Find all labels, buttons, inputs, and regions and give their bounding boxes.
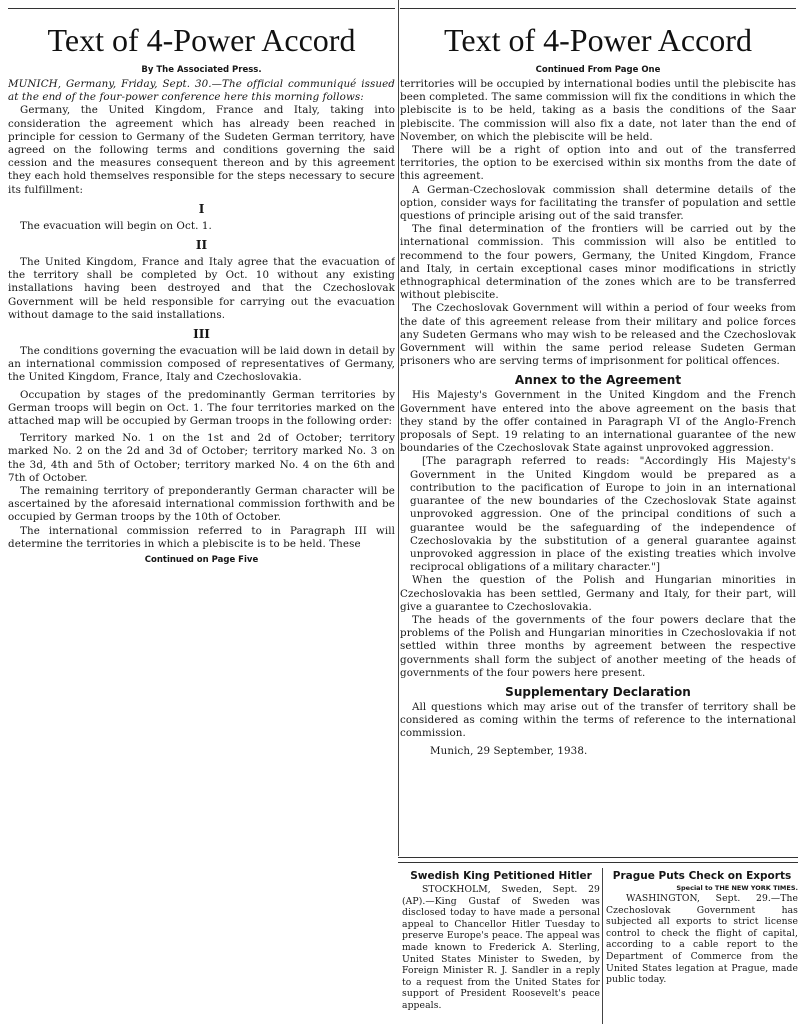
annex-quoted-paragraph: [The paragraph referred to reads: "Accordingly His Majesty's Government in the United Kingdom would be prepared as a contribution to the pacification of Europe to join in an international guarantee of the new boundaries of the Czechoslovak State against unprovoked aggression. One of the principal conditions of such a guarantee would be the safeguarding of the independence of Czechoslovakia by the substitution of a general guarantee against unprovoked aggression in place of the existing treaties which involve reciprocal obligations of a military character."]	[410, 455, 796, 574]
left-article-column	[8, 8, 395, 648]
brief-prague-exports	[606, 868, 798, 1024]
frontiers-paragraph: The final determination of the frontiers will be carried out by the international commission. This commission will also be entitled to recommend to the four powers, Germany, the United Kingdom, France and Italy, in certain exceptional cases minor modifications in strictly ethnographical determination of the zones which are to be transferred without plebiscite.	[400, 223, 796, 302]
plebiscite-paragraph: territories will be occupied by international bodies until the plebiscite has been completed. The same commission will fix the conditions in which the plebiscite is to be held, taking as a basis the conditions of the Saar plebiscite. The commission will also fix a date, not later than the end of November, on which the plebiscite will be held.	[400, 78, 796, 143]
lead-paragraph: MUNICH, Germany, Friday, Sept. 30.—The official communiqué issued at the end of the four-power conference here this morning follows:	[8, 78, 395, 104]
option-paragraph: There will be a right of option into and out of the transferred territories, the option to be exercised within six months from the date of this agreement.	[400, 144, 796, 183]
section-3-paragraph: The conditions governing the evacuation will be laid down in detail by an international commission composed of representatives of Germany, the United Kingdom, France, Italy and Czechoslovakia.	[8, 345, 395, 384]
brief-headline: Swedish King Petitioned Hitler	[410, 870, 592, 882]
continued-from-page: Continued From Page One	[535, 65, 661, 75]
occupation-paragraph: Occupation by stages of the predominantly German territories by German troops will begin on Oct. 1. The four territories marked on the attached map will be occupied by German troops in the following order:	[8, 388, 395, 428]
continued-on-page: Continued on Page Five	[144, 555, 259, 566]
brief-headline: Prague Puts Check on Exports	[612, 870, 792, 882]
section-numeral-1: I	[198, 201, 205, 216]
annex-paragraph-3: The heads of the governments of the four powers declare that the problems of the Polish and Hungarian minorities in Czechoslovakia if not settled within three months by agreement between the respective governments shall form the subject of another meeting of the heads of governments of the four powers here present.	[400, 613, 796, 679]
briefs-rule-top	[398, 857, 798, 858]
section-numeral-2: II	[195, 238, 208, 253]
article-headline: Text of 4-Power Accord	[47, 22, 356, 58]
brief-swedish-king	[402, 868, 600, 1024]
commission-details-paragraph: A German-Czechoslovak commission shall determine details of the option, consider ways for facilitating the transfer of population and settle questions of principle arising out of the said transfer.	[400, 183, 796, 223]
column-divider	[398, 0, 399, 856]
annex-paragraph-1: His Majesty's Government in the United Kingdom and the French Government have entered into the above agreement on the basis that they stand by the offer contained in Paragraph VI of the Anglo-French proposals of Sept. 19 relating to an international guarantee of the new boundaries of the Czechoslovak State against unprovoked aggression.	[400, 389, 796, 455]
top-rule	[8, 8, 395, 9]
prisoners-paragraph: The Czechoslovak Government will within a period of four weeks from the date of this agreement release from their military and police forces any Sudeten Germans who may wish to be released and the Czechoslovak Government will within the same period release Sudeten German prisoners who are serving terms of imprisonment for political offences.	[400, 302, 796, 368]
briefs-divider	[602, 868, 603, 1024]
top-rule	[400, 8, 796, 9]
commission-paragraph: The international commission referred to in Paragraph III will determine the territories in which a plebiscite is to be held. These	[8, 524, 395, 550]
brief-body: WASHINGTON, Sept. 29.—The Czechoslovak Government has subjected all exports to strict license control to check the flight of capital, according to a cable report to the Department of Commerce from the United States legation at Prague, made public today.	[606, 893, 798, 986]
continued-headline: Text of 4-Power Accord	[444, 22, 752, 58]
remaining-territory-paragraph: The remaining territory of preponderantly German character will be ascertained by the aforesaid international commission forthwith and be occupied by German troops by the 10th of October.	[8, 485, 395, 524]
briefs-rule-bottom	[398, 862, 798, 863]
annex-paragraph-2: When the question of the Polish and Hungarian minorities in Czechoslovakia has been settled, Germany and Italy, for their part, will give a guarantee to Czechoslovakia.	[400, 574, 796, 613]
byline: By The Associated Press.	[141, 65, 262, 75]
signoff-dateline: Munich, 29 September, 1938.	[430, 744, 588, 757]
brief-body: STOCKHOLM, Sweden, Sept. 29 (AP).—King Gustaf of Sweden was disclosed today to have made a personal appeal to Chancellor Hitler Tuesday to preserve Europe's peace. The appeal was made known to Frederick A. Sterling, United States Minister to Sweden, by Foreign Minister R. J. Sandler in a reply to a request from the United States for support of President Roosevelt's peace appeals.	[402, 884, 600, 1011]
preamble-paragraph: Germany, the United Kingdom, France and Italy, taking into consideration the agreement which has already been reached in principle for cession to Germany of the Sudeten German territory, have agreed on the following terms and conditions governing the said cession and the measures consequent thereon and by this agreement they each hold themselves responsible for the steps necessary to secure its fulfillment:	[8, 104, 395, 196]
supplementary-paragraph: All questions which may arise out of the transfer of territory shall be considered as coming within the terms of reference to the international commission.	[400, 700, 796, 740]
territory-order-paragraph: Territory marked No. 1 on the 1st and 2d of October; territory marked No. 2 on the 2d and 3d of October; territory marked No. 3 on the 3d, 4th and 5th of October; territory marked No. 4 on the 6th and 7th of October.	[8, 432, 395, 484]
right-article-column	[400, 8, 796, 853]
supplementary-heading: Supplementary Declaration	[505, 684, 691, 699]
section-numeral-3: III	[193, 327, 210, 342]
annex-heading: Annex to the Agreement	[514, 373, 682, 388]
brief-subhead: Special to THE NEW YORK TIMES.	[676, 884, 798, 892]
section-2-paragraph: The United Kingdom, France and Italy agree that the evacuation of the territory shall be completed by Oct. 10 without any existing installations having been destroyed and that the Czechoslovak Government will be held responsible for carrying out the evacuation without damage to the said installations.	[8, 256, 395, 321]
section-1-paragraph: The evacuation will begin on Oct. 1.	[20, 219, 212, 232]
